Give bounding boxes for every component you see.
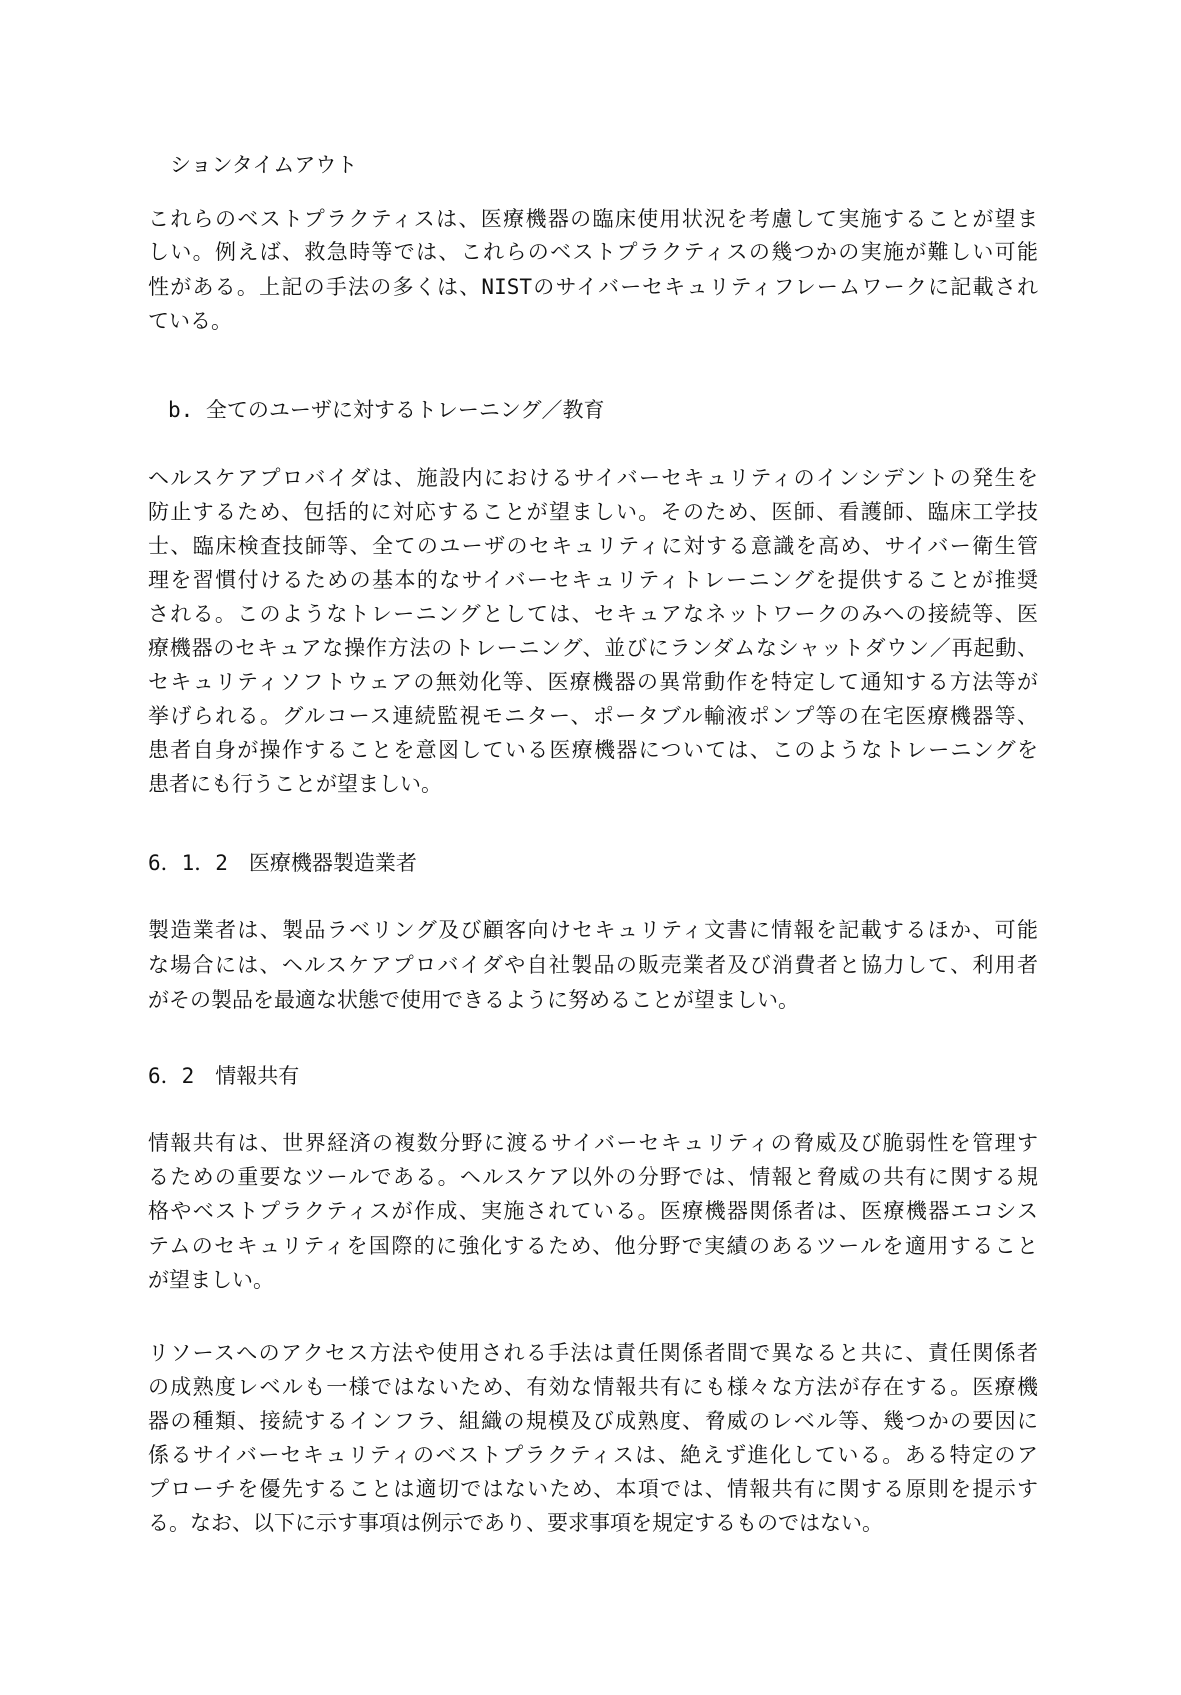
section-heading-b: b. 全てのユーザに対するトレーニング／教育 — [168, 398, 605, 422]
paragraph-line: るための重要なツールである。ヘルスケア以外の分野では、情報と脅威の共有に関する規 — [148, 1165, 1038, 1189]
paragraph-line: 患者自身が操作することを意図している医療機器については、このようなトレーニングを — [148, 738, 1038, 762]
paragraph-line: リソースへのアクセス方法や使用される手法は責任関係者間で異なると共に、責任関係者 — [148, 1341, 1038, 1365]
continuation-line: ションタイムアウト — [170, 153, 358, 177]
paragraph-line: 士、臨床検査技師等、全てのユーザのセキュリティに対する意識を高め、サイバー衛生管 — [148, 534, 1038, 558]
paragraph-line: る。なお、以下に示す事項は例示であり、要求事項を規定するものではない。 — [148, 1511, 883, 1535]
paragraph-line: ている。 — [148, 309, 232, 333]
paragraph-line: 器の種類、接続するインフラ、組織の規模及び成熟度、脅威のレベル等、幾つかの要因に — [148, 1409, 1038, 1433]
section-heading-6-2: 6．2 情報共有 — [148, 1064, 300, 1088]
paragraph-line: がその製品を最適な状態で使用できるように努めることが望ましい。 — [148, 988, 799, 1012]
section-heading-6-1-2: 6．1．2 医療機器製造業者 — [148, 851, 417, 875]
paragraph-line: 理を習慣付けるための基本的なサイバーセキュリティトレーニングを提供することが推奨 — [148, 568, 1038, 592]
paragraph-line: な場合には、ヘルスケアプロバイダや自社製品の販売業者及び消費者と協力して、利用者 — [148, 953, 1038, 977]
paragraph-line: 患者にも行うことが望ましい。 — [148, 772, 442, 796]
paragraph-line: される。このようなトレーニングとしては、セキュアなネットワークのみへの接続等、医 — [148, 602, 1038, 626]
paragraph-line: テムのセキュリティを国際的に強化するため、他分野で実績のあるツールを適用すること — [148, 1234, 1038, 1258]
paragraph-line: セキュリティソフトウェアの無効化等、医療機器の異常動作を特定して通知する方法等が — [148, 670, 1038, 694]
paragraph-line: 防止するため、包括的に対応することが望ましい。そのため、医師、看護師、臨床工学技 — [148, 500, 1038, 524]
paragraph-line: ヘルスケアプロバイダは、施設内におけるサイバーセキュリティのインシデントの発生を — [148, 466, 1038, 490]
paragraph-line: 格やベストプラクティスが作成、実施されている。医療機器関係者は、医療機器エコシス — [148, 1199, 1038, 1223]
paragraph-line: 係るサイバーセキュリティのベストプラクティスは、絶えず進化している。ある特定のア — [148, 1443, 1038, 1467]
paragraph-line: プローチを優先することは適切ではないため、本項では、情報共有に関する原則を提示す — [148, 1477, 1039, 1501]
paragraph-line: の成熟度レベルも一様ではないため、有効な情報共有にも様々な方法が存在する。医療機 — [148, 1375, 1038, 1399]
paragraph-line: 挙げられる。グルコース連続監視モニター、ポータブル輸液ポンプ等の在宅医療機器等、 — [148, 704, 1038, 728]
paragraph-line: しい。例えば、救急時等では、これらのベストプラクティスの幾つかの実施が難しい可能 — [148, 240, 1038, 264]
paragraph-line: 製造業者は、製品ラベリング及び顧客向けセキュリティ文書に情報を記載するほか、可能 — [148, 918, 1038, 942]
paragraph-line: これらのベストプラクティスは、医療機器の臨床使用状況を考慮して実施することが望ま — [148, 207, 1038, 231]
paragraph-line: 性がある。上記の手法の多くは、NISTのサイバーセキュリティフレームワークに記載され — [148, 275, 1038, 299]
paragraph-line: 情報共有は、世界経済の複数分野に渡るサイバーセキュリティの脅威及び脆弱性を管理す — [148, 1131, 1038, 1155]
paragraph-line: 療機器のセキュアな操作方法のトレーニング、並びにランダムなシャットダウン／再起動、 — [148, 636, 1038, 660]
paragraph-line: が望ましい。 — [148, 1268, 274, 1292]
